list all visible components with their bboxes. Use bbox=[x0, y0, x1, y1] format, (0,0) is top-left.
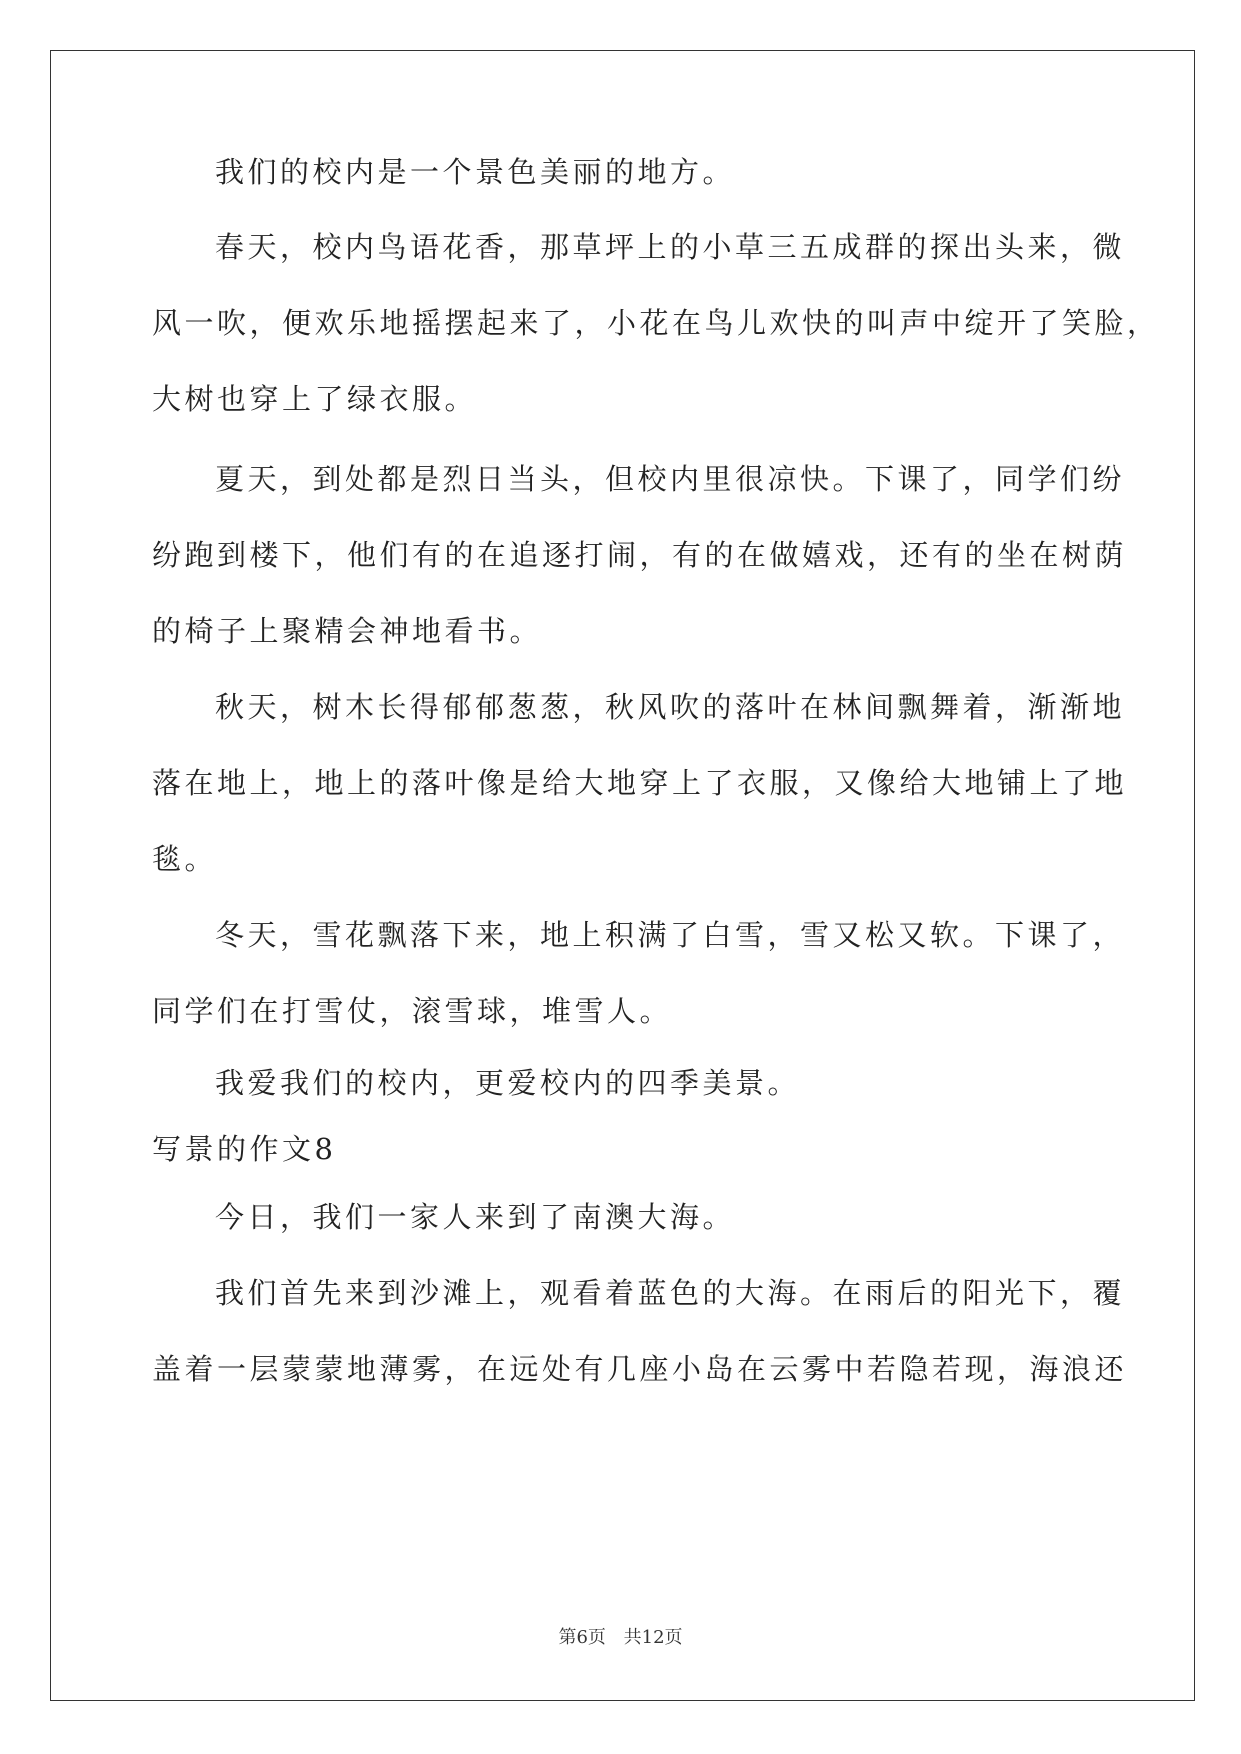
text-line: 春天，校内鸟语花香，那草坪上的小草三五成群的探出头来，微 bbox=[215, 230, 1126, 264]
text-line: 我们首先来到沙滩上，观看着蓝色的大海。在雨后的阳光下，覆 bbox=[215, 1276, 1126, 1310]
text-line: 落在地上，地上的落叶像是给大地穿上了衣服，又像给大地铺上了地 bbox=[152, 766, 1128, 800]
text-line: 冬天，雪花飘落下来，地上积满了白雪，雪又松又软。下课了， bbox=[215, 918, 1126, 952]
text-line: 今日，我们一家人来到了南澳大海。 bbox=[215, 1200, 736, 1234]
page-footer bbox=[0, 1623, 1241, 1649]
page-number: 第6页 bbox=[558, 1627, 606, 1648]
text-line: 大树也穿上了绿衣服。 bbox=[152, 382, 478, 416]
text-line: 我爱我们的校内，更爱校内的四季美景。 bbox=[215, 1066, 801, 1100]
page-border bbox=[50, 50, 1195, 1701]
text-line: 的椅子上聚精会神地看书。 bbox=[152, 614, 543, 648]
text-line: 毯。 bbox=[152, 842, 218, 876]
text-line: 夏天，到处都是烈日当头，但校内里很凉快。下课了，同学们纷 bbox=[215, 462, 1126, 496]
text-line: 风一吹，便欢乐地摇摆起来了，小花在鸟儿欢快的叫声中绽开了笑脸， bbox=[152, 306, 1160, 340]
text-line: 纷跑到楼下，他们有的在追逐打闹，有的在做嬉戏，还有的坐在树荫 bbox=[152, 538, 1128, 572]
text-line: 盖着一层蒙蒙地薄雾，在远处有几座小岛在云雾中若隐若现，海浪还 bbox=[152, 1352, 1128, 1386]
section-heading: 写景的作文8 bbox=[152, 1132, 337, 1166]
page-total: 共12页 bbox=[623, 1627, 683, 1648]
text-line: 秋天，树木长得郁郁葱葱，秋风吹的落叶在林间飘舞着，渐渐地 bbox=[215, 690, 1126, 724]
text-line: 同学们在打雪仗，滚雪球，堆雪人。 bbox=[152, 994, 673, 1028]
text-line: 我们的校内是一个景色美丽的地方。 bbox=[215, 155, 736, 189]
